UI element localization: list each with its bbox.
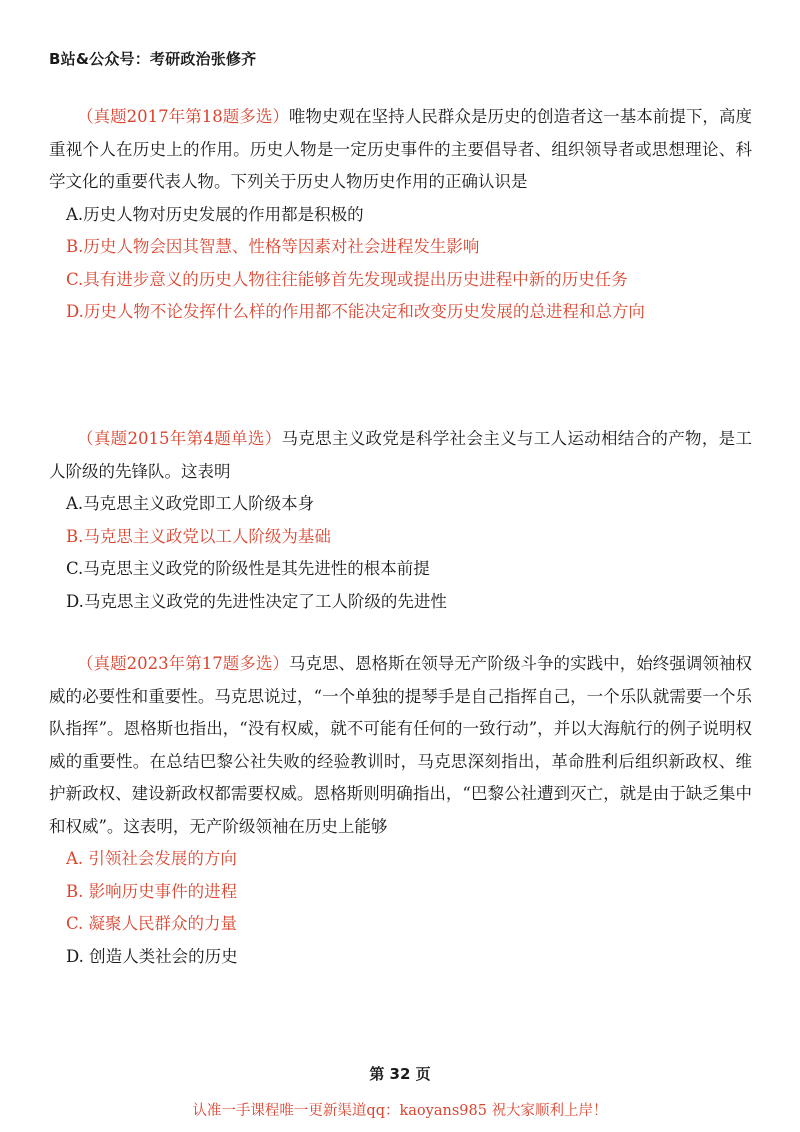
option-d-correct: D.历史人物不论发挥什么样的作用都不能决定和改变历史发展的总进程和总方向 bbox=[66, 302, 645, 321]
question-text: 唯物史观在坚持人民群众是历史的创造者这一基本前提下，高度重视个人在历史上的作用。历史人物是一定历史事件的主要倡导者、组织领导者或思想理论、科学文化的重要代表人物。下列关于历史人物历史作用的正确认识是 bbox=[49, 107, 752, 191]
question-text: 马克思主义政党是科学社会主义与工人运动相结合的产物，是工人阶级的先锋队。这表明 bbox=[49, 429, 752, 481]
option-c-correct: C. 凝聚人民群众的力量 bbox=[66, 914, 238, 933]
question-text: 马克思、恩格斯在领导无产阶级斗争的实践中，始终强调领袖权威的必要性和重要性。马克思说过，“一个单独的提琴手是自己指挥自己，一个乐队就需要一个乐队指挥”。恩格斯也指出，“没有权威，就不可能有任何的一致行动”，并以大海航行的例子说明权威的重要性。在总结巴黎公社失败的经验教训时，马克思深刻指出，革命胜利后组织新政权、维护新政权、建设新政权都需要权威。恩格斯则明确指出，“巴黎公社遭到灭亡，就是由于缺乏集中和权威”。这表明，无产阶级领袖在历史上能够 bbox=[49, 654, 752, 836]
option-list bbox=[49, 199, 752, 329]
question-stem bbox=[49, 101, 752, 199]
option-list bbox=[49, 488, 752, 618]
option-a: A.历史人物对历史发展的作用都是积极的 bbox=[66, 204, 364, 224]
option-c-correct: C.具有进步意义的历史人物往往能够首先发现或提出历史进程中新的历史任务 bbox=[66, 269, 628, 289]
option-d: D. 创造人类社会的历史 bbox=[66, 946, 238, 966]
header-channel-name: B站&公众号：考研政治张修齐 bbox=[49, 50, 257, 68]
question-source: （真题2017年第18题多选） bbox=[77, 107, 289, 126]
option-a: A.马克思主义政党即工人阶级本身 bbox=[66, 494, 315, 513]
question-stem bbox=[49, 423, 752, 488]
footer-note: 认准一手课程唯一更新渠道qq：kaoyans985 祝大家顺利上岸！ bbox=[192, 1103, 608, 1119]
option-d: D.马克思主义政党的先进性决定了工人阶级的先进性 bbox=[66, 591, 447, 611]
page-number: 第 32 页 bbox=[369, 1065, 431, 1083]
option-a-correct: A. 引领社会发展的方向 bbox=[66, 849, 237, 868]
question-source: （真题2023年第17题多选） bbox=[77, 654, 289, 673]
question-source: （真题2015年第4题单选） bbox=[77, 429, 282, 448]
option-b-correct: B. 影响历史事件的进程 bbox=[66, 881, 238, 901]
option-b-correct: B.马克思主义政党以工人阶级为基础 bbox=[66, 526, 331, 546]
option-b-correct: B.历史人物会因其智慧、性格等因素对社会进程发生影响 bbox=[66, 237, 480, 256]
question-stem bbox=[49, 648, 752, 843]
option-c: C.马克思主义政党的阶级性是其先进性的根本前提 bbox=[66, 559, 430, 578]
option-list bbox=[49, 843, 752, 973]
question-1 bbox=[49, 101, 752, 329]
question-2 bbox=[49, 423, 752, 618]
question-3 bbox=[49, 648, 752, 973]
